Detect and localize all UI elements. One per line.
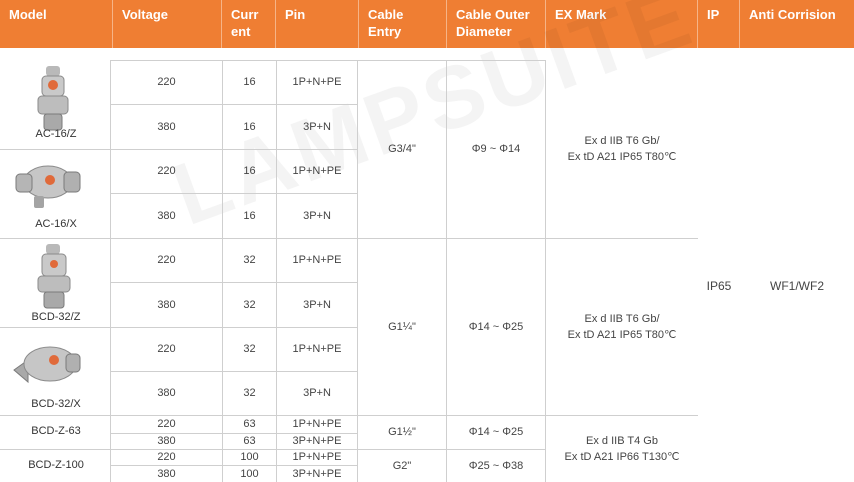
- row-pin-cell: 1P+N+PE: [292, 76, 342, 88]
- ip-value: IP65: [706, 279, 732, 293]
- diameter-group-3: Φ14 ~ Φ25: [468, 426, 524, 438]
- plug-ac-16-z-image: [28, 66, 78, 132]
- row-current-cell: 16: [243, 165, 256, 177]
- header-model: Model: [0, 0, 113, 48]
- diameter-group-4: Φ25 ~ Φ38: [468, 459, 524, 472]
- cable-entry-group-2: G1¼": [388, 320, 416, 333]
- ex-mark-group-2: [546, 238, 698, 415]
- cable-entry-group-4: G2": [392, 459, 412, 472]
- row-pin-cell: 1P+N+PE: [292, 418, 342, 430]
- row-pin-cell: 3P+N+PE: [292, 467, 342, 480]
- row-pin-cell: 1P+N+PE: [292, 451, 342, 463]
- ex-mark-group-3: [546, 415, 698, 482]
- row-voltage-cell: 220: [157, 451, 176, 463]
- header-cable-entry: Cable Entry: [359, 0, 447, 48]
- ex-mark-line-2: Ex tD A21 IP65 T80℃: [567, 151, 677, 163]
- header-current: Curr ent: [222, 0, 276, 48]
- plug-bcd-32-z-image: [30, 244, 78, 310]
- ex-mark-group-1: [546, 60, 698, 238]
- row-current-cell: 16: [243, 76, 256, 88]
- row-current-cell: 16: [243, 120, 256, 133]
- diameter-group-2: Φ14 ~ Φ25: [468, 320, 524, 333]
- row-voltage-cell: 220: [157, 254, 176, 266]
- ex-mark-line-2: Ex tD A21 IP66 T130℃: [564, 450, 680, 463]
- row-current-cell: 32: [243, 298, 256, 311]
- model-label-ac-16-x: AC-16/X: [35, 218, 77, 230]
- row-current-cell: 32: [243, 254, 256, 266]
- anti-corrosion-value: WF1/WF2: [770, 279, 824, 293]
- row-pin-cell: 1P+N+PE: [292, 343, 342, 355]
- row-pin-cell: 1P+N+PE: [292, 254, 342, 266]
- row-pin-cell: 3P+N: [303, 298, 331, 311]
- model-label-bcd-z-100: BCD-Z-100: [28, 459, 84, 471]
- row-voltage-cell: 380: [157, 120, 176, 133]
- header-cable-outer-diameter: Cable Outer Diameter: [447, 0, 546, 48]
- header-ip: IP: [698, 0, 740, 48]
- model-label-bcd-32-z: BCD-32/Z: [31, 311, 81, 323]
- row-voltage-cell: 380: [157, 209, 176, 222]
- header-ex-mark: EX Mark: [546, 0, 698, 48]
- row-voltage-cell: 380: [157, 387, 176, 399]
- plug-ac-16-x-image: [12, 158, 84, 212]
- row-pin-cell: 3P+N: [303, 387, 331, 399]
- header-voltage: Voltage: [113, 0, 222, 48]
- ex-mark-line-1: Ex d IIB T6 Gb/: [584, 135, 660, 147]
- row-pin-cell: 1P+N+PE: [292, 165, 342, 177]
- row-current-cell: 32: [243, 387, 256, 399]
- row-pin-cell: 3P+N: [303, 120, 331, 133]
- cable-entry-group-1: G3/4": [388, 143, 416, 155]
- row-current-cell: 63: [243, 418, 256, 430]
- row-current-cell: 16: [243, 209, 256, 222]
- model-label-bcd-32-x: BCD-32/X: [31, 398, 81, 410]
- header-pin: Pin: [276, 0, 359, 48]
- diameter-group-1: Φ9 ~ Φ14: [471, 143, 521, 155]
- row-pin-cell: 3P+N: [303, 209, 331, 222]
- row-current-cell: 100: [240, 451, 259, 463]
- ex-mark-line-1: Ex d IIB T4 Gb: [586, 434, 658, 447]
- model-label-ac-16-z: AC-16/Z: [35, 128, 77, 140]
- ex-mark-line-2: Ex tD A21 IP65 T80℃: [567, 328, 677, 341]
- table-header: [0, 0, 854, 48]
- row-voltage-cell: 220: [157, 165, 176, 177]
- row-voltage-cell: 380: [157, 435, 176, 447]
- model-label-bcd-z-63: BCD-Z-63: [31, 425, 81, 437]
- row-voltage-cell: 220: [157, 418, 176, 430]
- row-current-cell: 63: [243, 435, 256, 447]
- row-current-cell: 32: [243, 343, 256, 355]
- row-voltage-cell: 220: [157, 343, 176, 355]
- row-pin-cell: 3P+N+PE: [292, 435, 342, 447]
- header-anti-corrosion: Anti Corrision: [749, 7, 836, 22]
- row-voltage-cell: 220: [157, 76, 176, 88]
- row-voltage-cell: 380: [157, 467, 176, 480]
- ex-mark-line-1: Ex d IIB T6 Gb/: [584, 312, 660, 325]
- cable-entry-group-3: G1½": [388, 426, 416, 438]
- plug-bcd-32-x-image: [10, 336, 82, 392]
- row-voltage-cell: 380: [157, 298, 176, 311]
- row-current-cell: 100: [240, 467, 259, 480]
